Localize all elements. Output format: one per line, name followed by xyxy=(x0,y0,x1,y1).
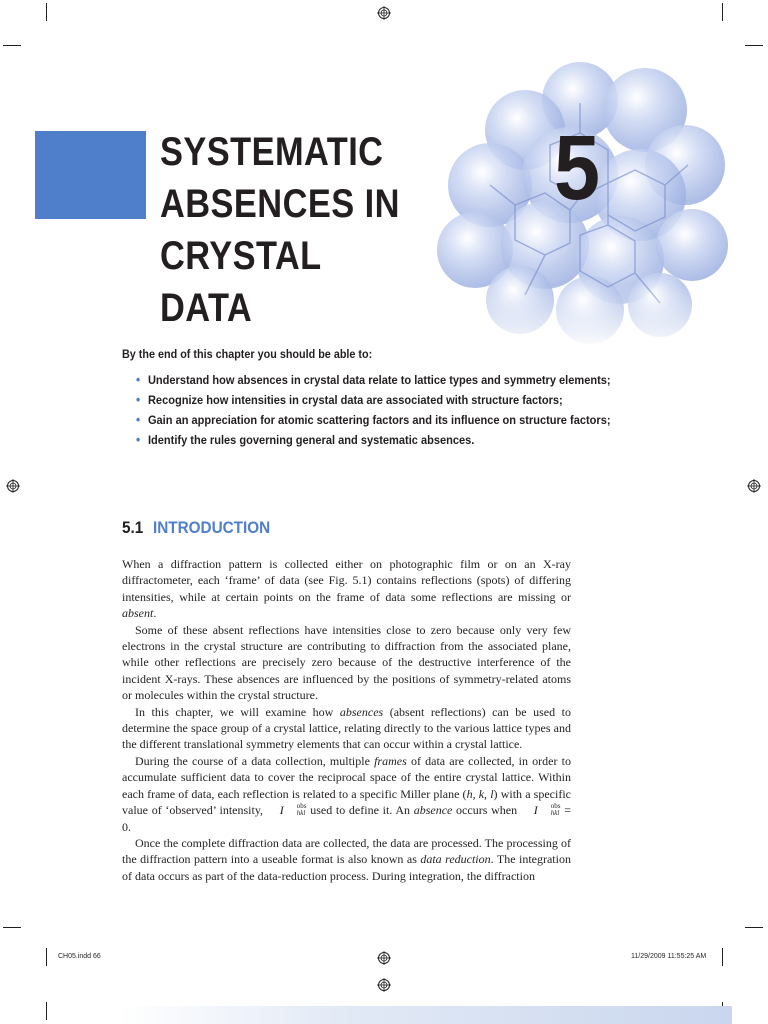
footer-timestamp: 11/29/2009 11:55:25 AM xyxy=(631,953,707,960)
section-heading xyxy=(122,518,270,538)
intensity-symbol: I obs hkl xyxy=(279,802,307,818)
registration-mark-icon xyxy=(377,978,391,992)
paragraph: Some of these absent reflections have intensities close to zero because only very few electrons in the crystal structure are contributing to diffraction from the associated plane, while other reflections are precisely zero because of the destructive interference of the incident X-rays. These absences are influenced by the positions of symmetry-related atoms or molecules within the crystal structure. xyxy=(122,622,571,703)
objective-item: • Recognize how intensities in crystal data are associated with structure factors; xyxy=(136,392,563,407)
chapter-title xyxy=(160,126,401,334)
crop-mark xyxy=(722,3,723,21)
intensity-symbol: I obs hkl xyxy=(533,802,561,818)
chapter-title-line: ABSENCES IN xyxy=(160,182,400,226)
bullet-icon: • xyxy=(136,432,141,447)
crop-mark xyxy=(745,927,763,928)
objectives-list xyxy=(136,372,611,452)
paragraph: In this chapter, we will examine how absences (absent reflections) can be used to determine the space group of a crystal lattice, relating directly to the various lattice types and the different translational symmetry elements that can occur within a crystal lattice. xyxy=(122,704,571,752)
objective-item: • Gain an appreciation for atomic scattering factors and its influence on structure factors; xyxy=(136,412,611,427)
registration-mark-icon xyxy=(377,6,391,20)
registration-mark-icon xyxy=(747,479,761,493)
crop-mark xyxy=(745,45,763,46)
section-number: 5.1 xyxy=(122,518,144,537)
footer-file-info: CH05.indd 66 xyxy=(58,953,101,960)
body-text xyxy=(122,556,571,884)
chapter-number: 5 xyxy=(554,117,601,219)
crop-mark xyxy=(46,3,47,21)
bullet-icon: • xyxy=(136,372,141,387)
bullet-icon: • xyxy=(136,392,141,407)
registration-mark-icon xyxy=(377,951,391,965)
bullet-icon: • xyxy=(136,412,141,427)
paragraph: During the course of a data collection, multiple frames of data are collected, in order to accumulate sufficient data to cover the reciprocal space of the entire crystal lattice. Within each frame of data, each reflection is related to a specific Miller plane (h, k, l) with a specific value of ‘observed’ intensity, I obs hkl used to define it. An absence occurs when I obs hkl = 0. xyxy=(122,753,571,834)
chapter-title-line: CRYSTAL DATA xyxy=(160,234,322,330)
chapter-accent-block xyxy=(35,131,146,219)
section-title: INTRODUCTION xyxy=(152,518,271,537)
objective-item: • Understand how absences in crystal data relate to lattice types and symmetry elements; xyxy=(136,372,611,387)
objective-item: • Identify the rules governing general and systematic absences. xyxy=(136,432,475,447)
crop-mark xyxy=(722,948,723,966)
crop-mark xyxy=(46,1002,47,1020)
registration-mark-icon xyxy=(6,479,20,493)
chapter-title-line: SYSTEMATIC xyxy=(160,130,384,174)
objectives-lead: By the end of this chapter you should be able to: xyxy=(122,347,373,361)
paragraph: When a diffraction pattern is collected either on photographic film or on an X-ray diffractometer, each ‘frame’ of data (see Fig. 5.1) contains reflections (spots) of differing intensities, while at certain points on the frame of data some reflections are missing or absent. xyxy=(122,557,571,621)
bottom-color-bar xyxy=(120,1006,732,1024)
paragraph: Once the complete diffraction data are collected, the data are processed. The processing of the diffraction pattern into a useable format is also known as data reduction. The integration of data occurs as part of the data-reduction process. During integration, the diffraction xyxy=(122,835,571,883)
crop-mark xyxy=(46,948,47,966)
crop-mark xyxy=(3,45,21,46)
crop-mark xyxy=(3,927,21,928)
